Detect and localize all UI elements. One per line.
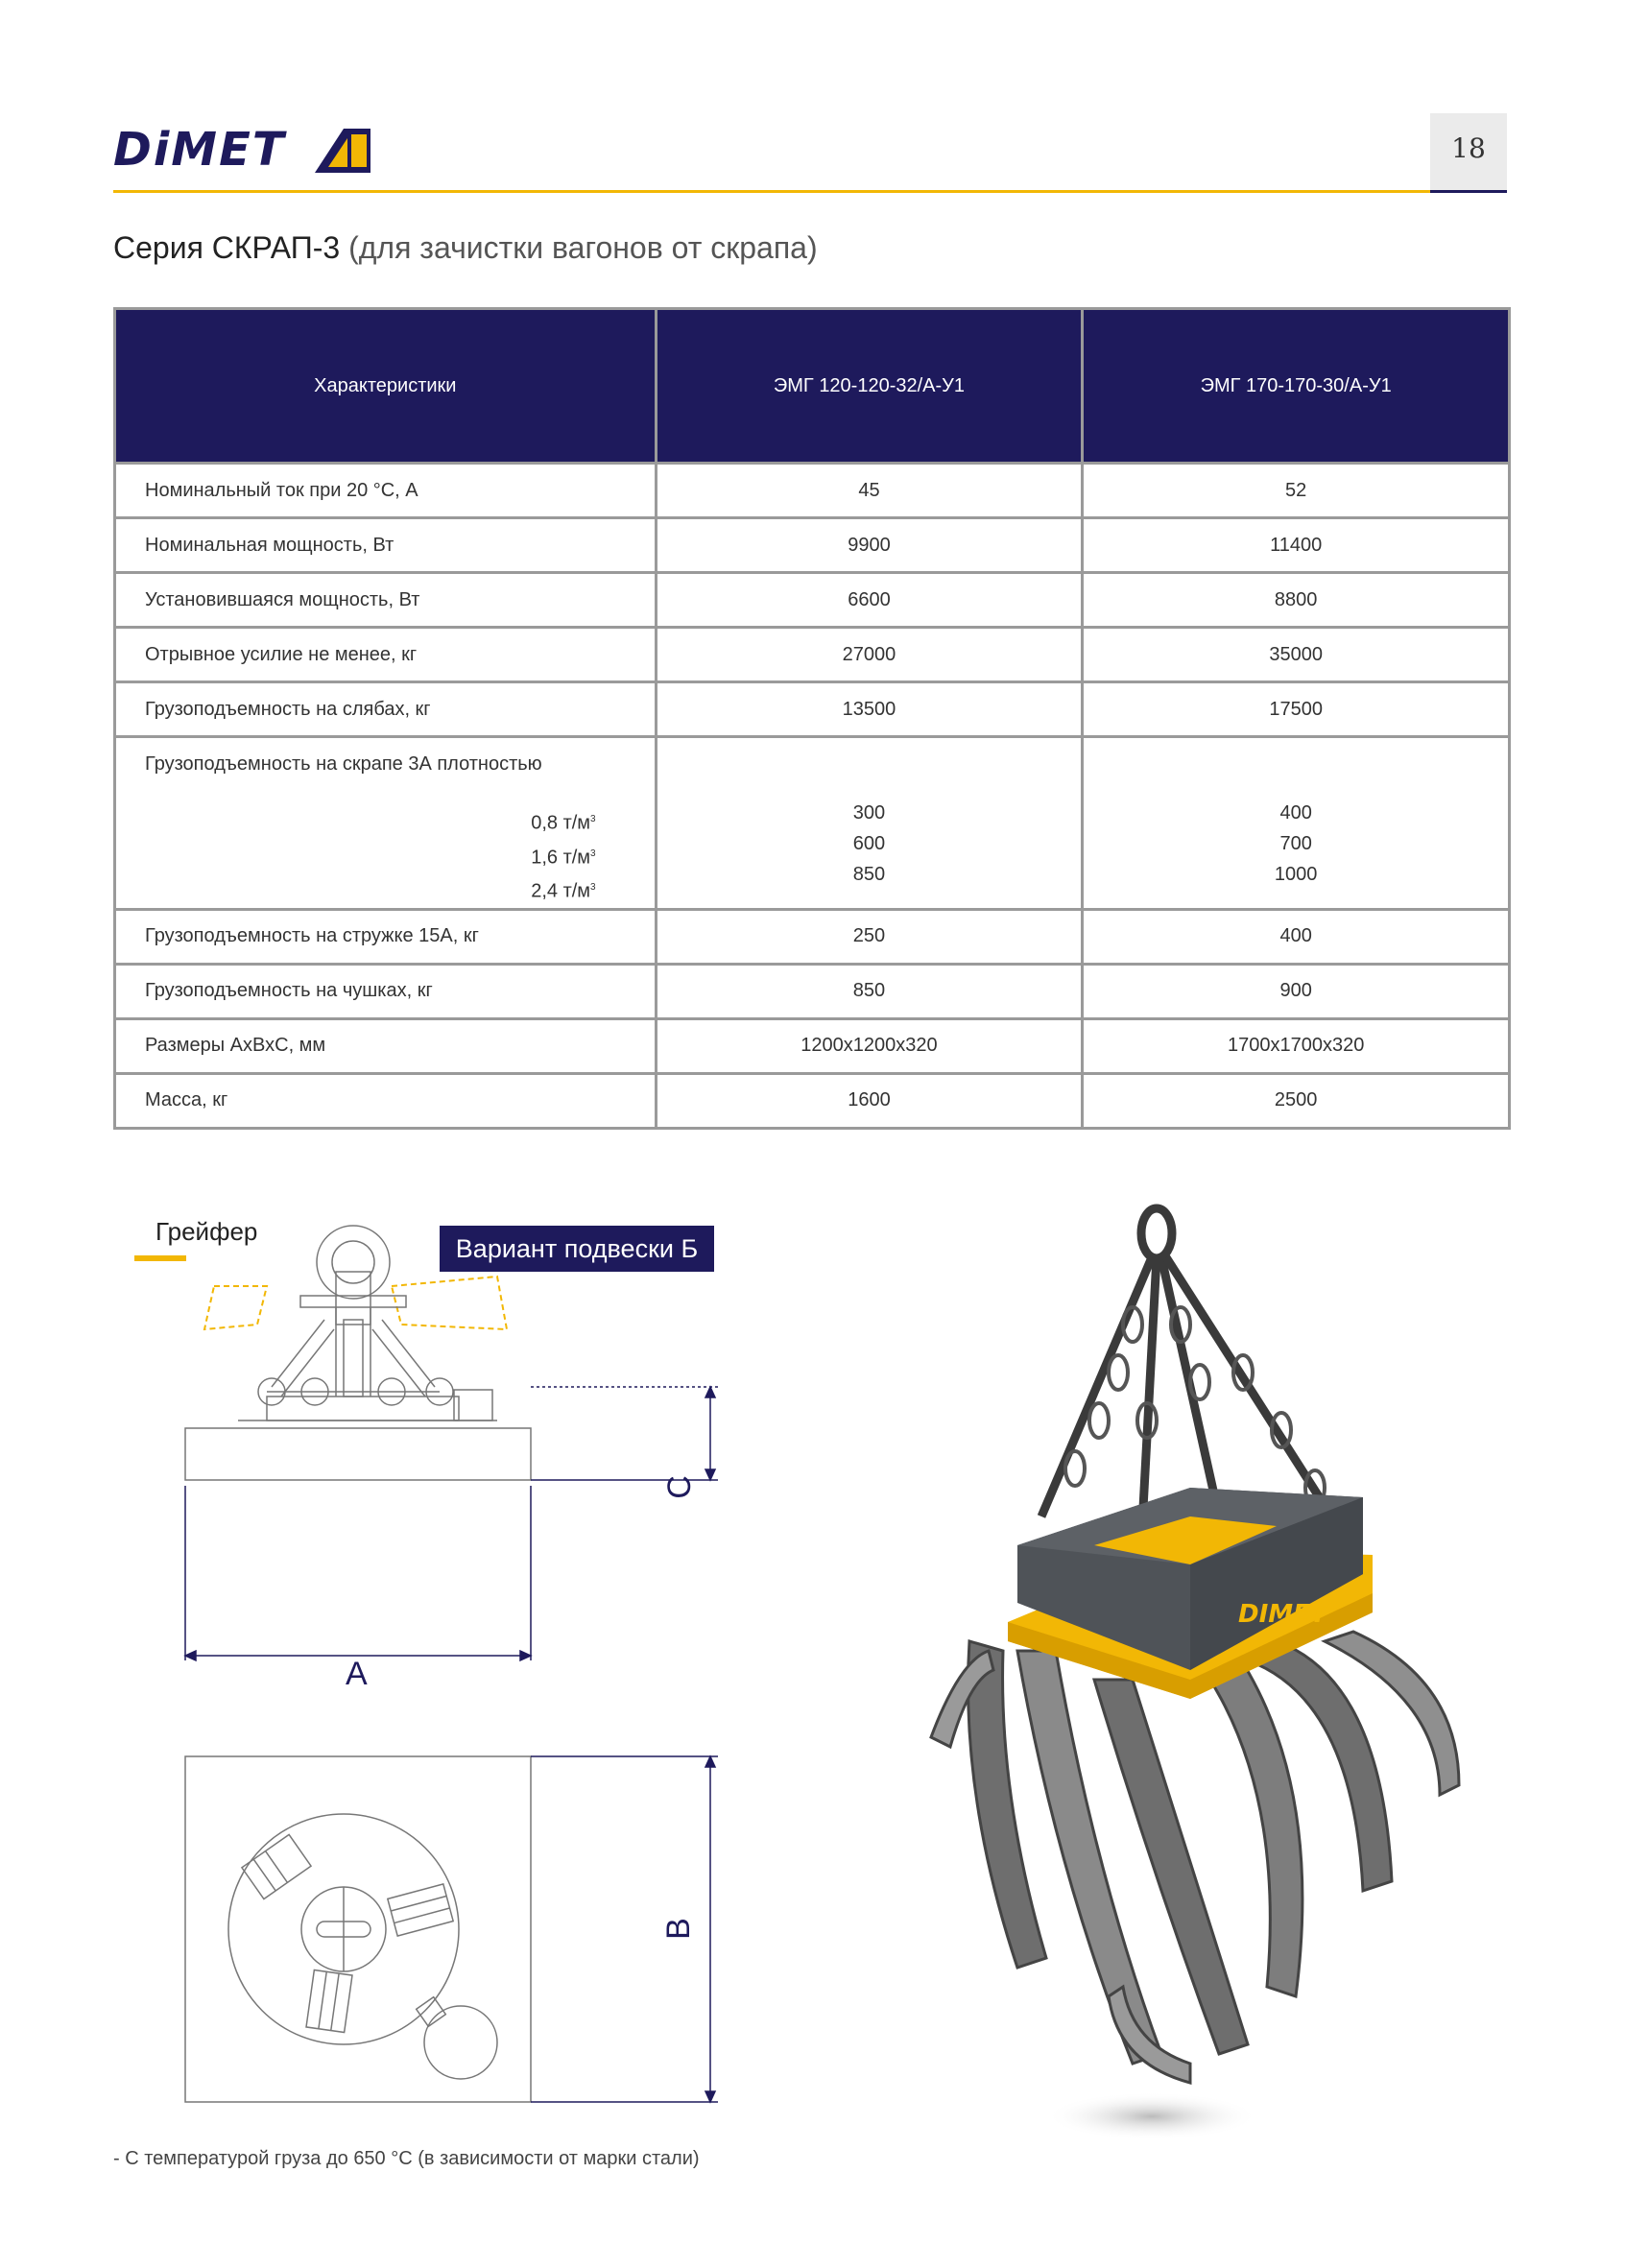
grab-jaws — [204, 1277, 507, 1329]
dimension-label-a: A — [346, 1656, 368, 1692]
density-1: 0,8 т/м — [531, 812, 591, 834]
row-value-1: 13500 — [656, 682, 1083, 737]
page-number-underline — [1430, 190, 1507, 193]
table-row — [115, 1073, 1510, 1128]
title-sub: (для зачистки вагонов от скрапа) — [348, 230, 818, 265]
row-label: Размеры АхВхС, мм — [115, 1018, 657, 1073]
suspension-assembly — [238, 1226, 497, 1420]
dimension-a — [185, 1486, 531, 1660]
row-value-2: 17500 — [1083, 682, 1510, 737]
logo-mark-icon — [315, 129, 370, 173]
row-label: Номинальная мощность, Вт — [115, 518, 657, 573]
header-model-2: ЭМГ 170-170-30/А-У1 — [1083, 309, 1510, 464]
row-value-1: 1200х1200х320 — [656, 1018, 1083, 1073]
technical-drawing — [113, 1200, 747, 2121]
density-3: 2,4 т/м — [531, 880, 591, 902]
magnet-top-view — [185, 1756, 531, 2102]
table-header-row — [115, 309, 1510, 464]
table-row — [115, 964, 1510, 1018]
row-value-2: 2500 — [1083, 1073, 1510, 1128]
row-value-2: 8800 — [1083, 573, 1510, 628]
header-characteristics: Характеристики — [115, 309, 657, 464]
row-value-2: 35000 — [1083, 628, 1510, 682]
row-value-1: 1600 — [656, 1073, 1083, 1128]
magnet-side-view — [185, 1428, 531, 1480]
table-row — [115, 909, 1510, 964]
table-row — [115, 628, 1510, 682]
row-label: Номинальный ток при 20 °С, А — [115, 464, 657, 518]
grab-label: Грейфер — [155, 1217, 258, 1246]
row-label: Грузоподъемность на слябах, кг — [115, 682, 657, 737]
logo-text: DiMET — [113, 123, 286, 177]
magnet-photo — [902, 1200, 1497, 2169]
page-number: 18 — [1451, 132, 1486, 164]
row-label: Грузоподъемность на чушках, кг — [115, 964, 657, 1018]
row-value-2: 400 — [1083, 909, 1510, 964]
row-value-2: 11400 — [1083, 518, 1510, 573]
row-label: Масса, кг — [115, 1073, 657, 1128]
page-number-box — [1430, 113, 1507, 192]
table-row — [115, 464, 1510, 518]
variant-label: Вариант подвески Б — [440, 1226, 714, 1272]
table-row-scrap — [115, 737, 1510, 910]
row-label: Отрывное усилие не менее, кг — [115, 628, 657, 682]
table-row — [115, 682, 1510, 737]
scrap-label-cell — [115, 737, 657, 910]
floor-shadow — [1046, 2092, 1257, 2140]
header-rule — [113, 190, 1430, 193]
dimension-label-b: B — [659, 1918, 697, 1940]
row-value-1: 9900 — [656, 518, 1083, 573]
table-row — [115, 518, 1510, 573]
row-value-1: 27000 — [656, 628, 1083, 682]
row-value-2: 1700х1700х320 — [1083, 1018, 1510, 1073]
row-value-2: 900 — [1083, 964, 1510, 1018]
scrap-values-1: 300 600 850 — [656, 737, 1083, 910]
photo-brand: DIMET — [1238, 1600, 1327, 1629]
footnote: - С температурой груза до 650 °С (в зависимости от марки стали) — [113, 2148, 700, 2169]
table-row — [115, 1018, 1510, 1073]
row-label: Грузоподъемность на стружке 15А, кг — [115, 909, 657, 964]
scrap-label: Грузоподъемность на скрапе 3А плотностью — [145, 753, 542, 775]
row-value-1: 850 — [656, 964, 1083, 1018]
row-value-2: 52 — [1083, 464, 1510, 518]
header-model-1: ЭМГ 120-120-32/А-У1 — [656, 309, 1083, 464]
table-row — [115, 573, 1510, 628]
dimet-logo — [113, 123, 382, 177]
dimension-label-c: C — [660, 1475, 698, 1499]
row-value-1: 250 — [656, 909, 1083, 964]
scrap-densities: 0,8 $т/м^3$ 1,6 $т/м^3$ 2,4 $т/м^3$ — [531, 812, 596, 902]
density-2: 1,6 т/м — [531, 847, 591, 869]
dimension-c — [531, 1387, 718, 1480]
scrap-values-2: 400 700 1000 — [1083, 737, 1510, 910]
row-label: Установившаяся мощность, Вт — [115, 573, 657, 628]
page-title — [113, 230, 818, 266]
row-value-1: 6600 — [656, 573, 1083, 628]
spec-table — [113, 307, 1511, 1130]
row-value-1: 45 — [656, 464, 1083, 518]
title-main: Серия СКРАП-3 — [113, 230, 341, 265]
scrap-pieces — [931, 1632, 1459, 2083]
